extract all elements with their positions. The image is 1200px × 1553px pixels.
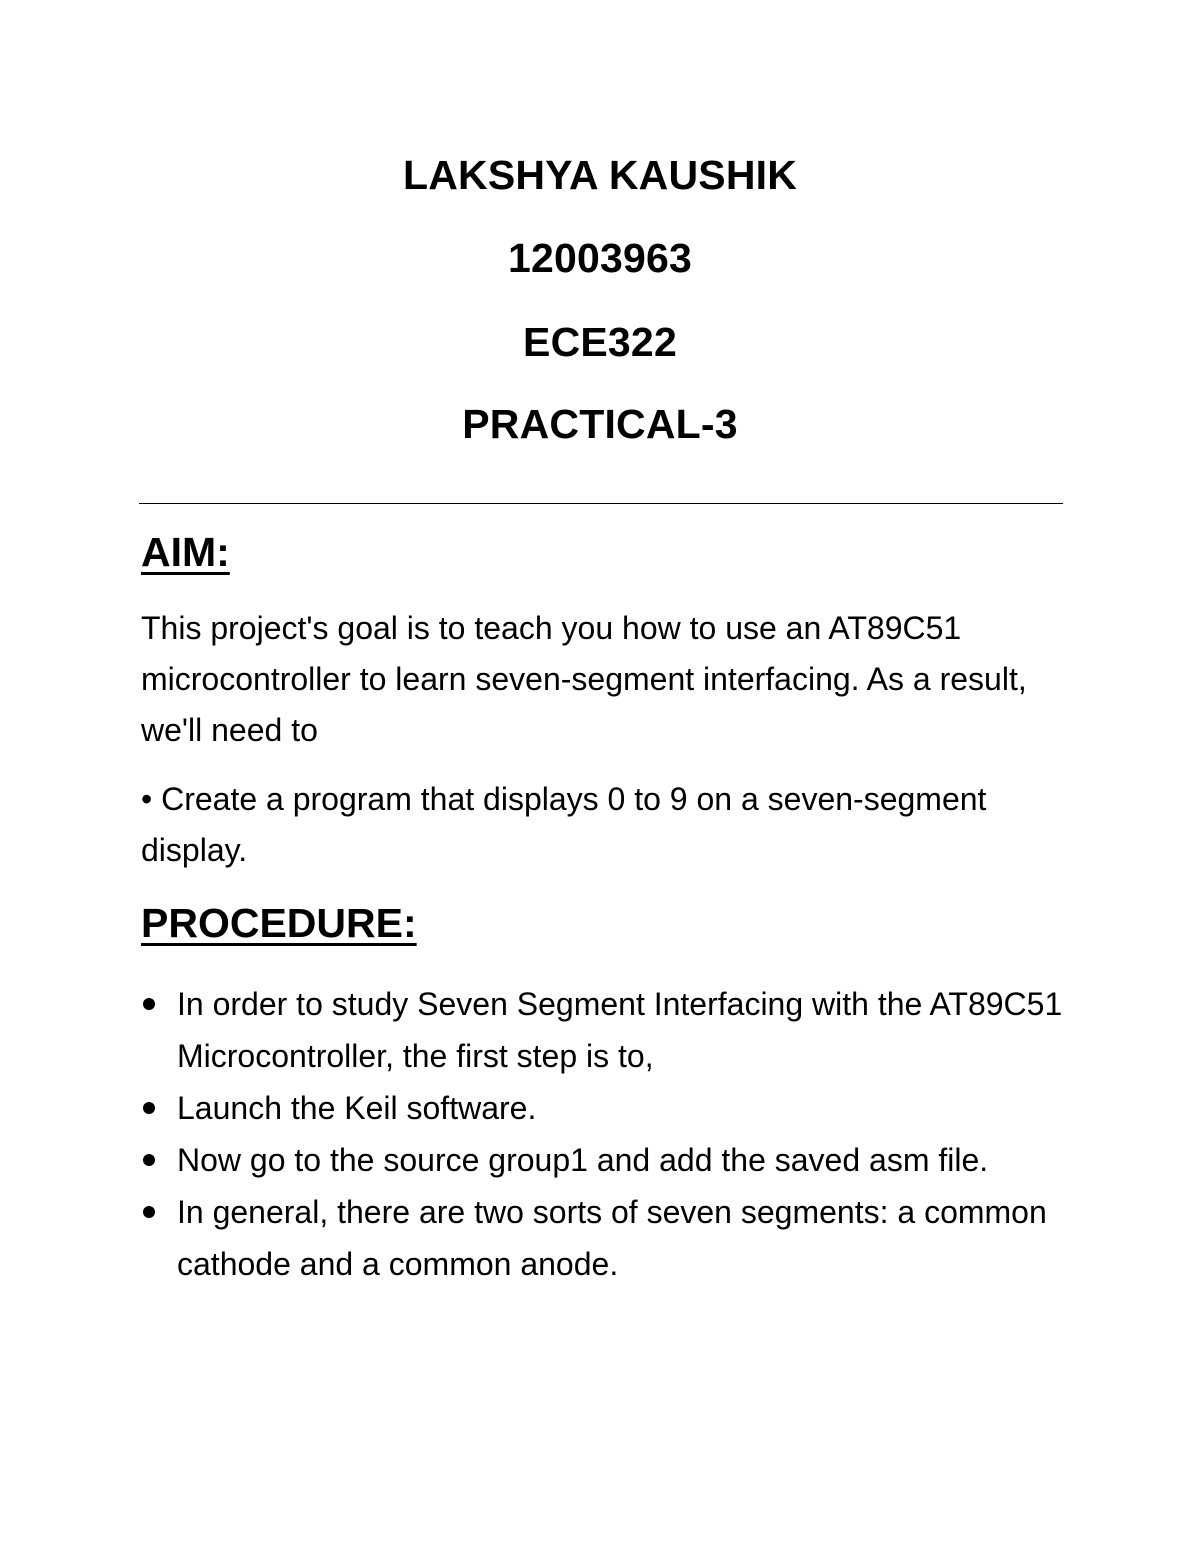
bullet-icon xyxy=(143,1206,155,1218)
registration-number: 12003963 xyxy=(507,235,693,281)
list-item xyxy=(141,1134,1081,1186)
aim-bullet-text: • Create a program that displays 0 to 9 on a seven-segment display. xyxy=(141,781,987,868)
list-item-text: Launch the Keil software. xyxy=(177,1090,537,1126)
procedure-heading: PROCEDURE: xyxy=(141,900,417,946)
author-name: LAKSHYA KAUSHIK xyxy=(402,152,798,198)
list-item xyxy=(141,1186,1081,1290)
aim-text: This project's goal is to teach you how to use an AT89C51 microcontroller to learn seven-segment interfacing. As a result, we'll need to xyxy=(141,610,1027,748)
list-item xyxy=(141,1082,1081,1134)
list-item-text: In order to study Seven Segment Interfacing with the AT89C51 Microcontroller, the first step is to, xyxy=(177,986,1063,1074)
list-item-text: In general, there are two sorts of seven segments: a common cathode and a common anode. xyxy=(177,1194,1047,1282)
horizontal-divider xyxy=(139,503,1063,504)
bullet-icon xyxy=(143,998,155,1010)
course-code: ECE322 xyxy=(523,319,677,365)
aim-heading: AIM: xyxy=(141,529,230,575)
bullet-icon xyxy=(143,1154,155,1166)
bullet-icon xyxy=(143,1102,155,1114)
practical-title: PRACTICAL-3 xyxy=(462,401,738,447)
procedure-list xyxy=(141,978,1081,1290)
list-item xyxy=(141,978,1081,1082)
list-item-text: Now go to the source group1 and add the saved asm file. xyxy=(177,1142,989,1178)
